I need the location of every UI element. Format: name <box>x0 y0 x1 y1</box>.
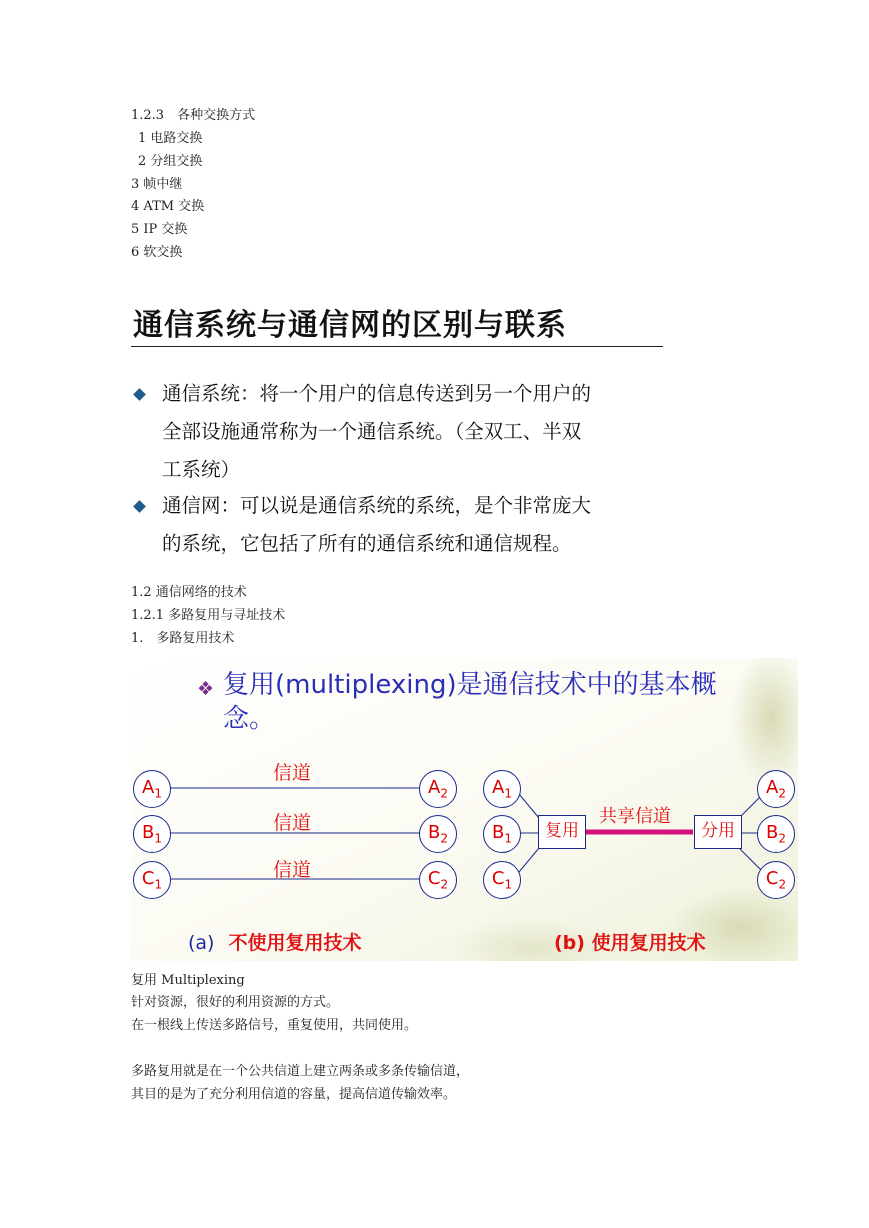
node-a1: $A_1$ <box>483 770 521 808</box>
bullet-comm-network <box>135 487 695 567</box>
body-paragraph: 在一根线上传送多路信号，重复使用，共同使用。 <box>131 1018 418 1033</box>
list-item: 5 IP 交换 <box>131 222 188 237</box>
heading-1-2-1: 1.2.1 多路复用与寻址技术 <box>131 608 286 623</box>
bullet-line: 的系统，它包括了所有的通信系统和通信规程。 <box>162 532 572 555</box>
node-c1: $C_1$ <box>483 861 521 899</box>
caption-a: (a) 不使用复用技术 <box>188 932 362 954</box>
list-item: 3 帧中继 <box>131 177 183 192</box>
node-b1: $B_1$ <box>483 815 521 853</box>
node-a2: $A_2$ <box>419 770 457 808</box>
node-b2: $B_2$ <box>419 815 457 853</box>
bullet-line: 通信网：可以说是通信系统的系统，是个非常庞大 <box>162 494 592 517</box>
figure-title-line: 复用(multiplexing)是通信技术中的基本概 <box>223 670 717 700</box>
node-b1: $B_1$ <box>133 815 171 853</box>
node-a1: $A_1$ <box>133 770 171 808</box>
channel-label: 信道 <box>273 812 312 834</box>
bullet-line: 工系统） <box>162 458 241 481</box>
list-item: 4 ATM 交换 <box>131 199 205 214</box>
node-c2: $C_2$ <box>419 861 457 899</box>
demux-box: 分用 <box>694 815 742 849</box>
diamond-star-bullet-icon: ❖ <box>197 678 215 700</box>
node-c1: $C_1$ <box>133 861 171 899</box>
heading-1-2: 1.2 通信网络的技术 <box>131 585 247 600</box>
list-item: 2 分组交换 <box>138 154 203 169</box>
figure-title <box>223 668 717 736</box>
shared-channel-label: 共享信道 <box>599 806 671 827</box>
caption-b: (b) 使用复用技术 <box>554 932 706 954</box>
body-paragraph: 针对资源，很好的利用资源的方式。 <box>131 995 340 1010</box>
slide-title: 通信系统与通信网的区别与联系 <box>133 308 567 343</box>
body-paragraph: 多路复用就是在一个公共信道上建立两条或多条传输信道， <box>131 1064 470 1079</box>
body-paragraph: 复用 Multiplexing <box>131 973 245 988</box>
figure-title-line: 念。 <box>223 704 276 734</box>
multiplexing-figure <box>131 658 798 961</box>
bullet-comm-system <box>135 375 695 495</box>
node-c2: $C_2$ <box>757 861 795 899</box>
channel-label: 信道 <box>273 762 312 784</box>
list-item: 1 电路交换 <box>138 131 203 146</box>
channel-label: 信道 <box>273 859 312 881</box>
diamond-bullet-icon <box>133 388 146 401</box>
node-b2: $B_2$ <box>757 815 795 853</box>
list-item: 1. 多路复用技术 <box>131 631 235 646</box>
node-a2: $A_2$ <box>757 770 795 808</box>
bullet-line: 全部设施通常称为一个通信系统。（全双工、半双 <box>162 420 582 443</box>
heading-1-2-3: 1.2.3 各种交换方式 <box>131 108 256 123</box>
bullet-line: 通信系统：将一个用户的信息传送到另一个用户的 <box>162 382 592 405</box>
diamond-bullet-icon <box>133 500 146 513</box>
title-divider <box>131 346 663 347</box>
mux-box: 复用 <box>538 815 586 849</box>
body-paragraph: 其目的是为了充分利用信道的容量，提高信道传输效率。 <box>131 1087 457 1102</box>
list-item: 6 软交换 <box>131 245 183 260</box>
